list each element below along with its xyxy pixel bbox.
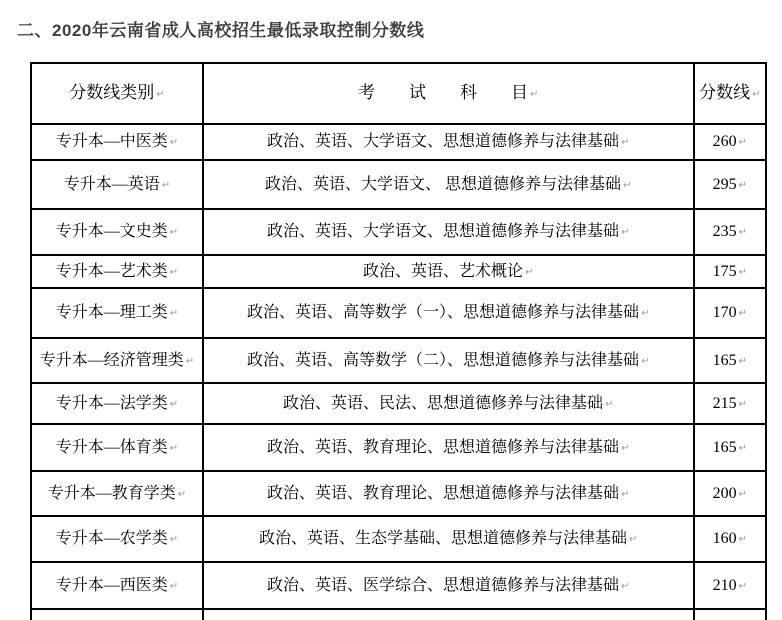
score-text: 175 — [712, 262, 737, 280]
category-cell — [31, 471, 203, 516]
table-row — [31, 209, 766, 255]
category-text: 专升本—文史类 — [55, 223, 168, 241]
paragraph-mark-icon: ↵ — [185, 355, 195, 367]
paragraph-mark-icon: ↵ — [169, 580, 179, 592]
category-cell — [31, 609, 203, 620]
score-cell — [694, 255, 766, 288]
subjects-text: 政治、英语、高等数学（一）、思想道德修养与法律基础 — [247, 304, 640, 322]
category-cell — [31, 255, 203, 288]
subjects-text: 政治、英语、生态学基础、思想道德修养与法律基础 — [259, 530, 628, 548]
table-row — [31, 516, 766, 562]
score-cell — [694, 424, 766, 471]
category-text: 专升本—英语 — [63, 175, 160, 193]
subjects-cell — [203, 209, 694, 255]
subjects-cell — [203, 288, 694, 338]
paragraph-mark-icon: ↵ — [177, 488, 187, 500]
table-row — [31, 562, 766, 609]
score-text: 210 — [712, 576, 737, 594]
subjects-text: 政治、英语、教育理论、思想道德修养与法律基础 — [267, 484, 620, 502]
category-cell — [31, 209, 203, 255]
table-row — [31, 160, 766, 209]
subjects-cell — [203, 424, 694, 471]
paragraph-mark-icon: ↵ — [605, 398, 614, 410]
paragraph-mark-icon: ↵ — [738, 266, 747, 278]
score-cell — [694, 160, 766, 209]
paragraph-mark-icon: ↵ — [738, 534, 747, 546]
subjects-text: 政治、英语、大学语文、 思想道德修养与法律基础 — [265, 175, 622, 193]
category-cell — [31, 288, 203, 338]
table-row — [31, 255, 766, 288]
column-header-label: 考 试 科 目 — [358, 83, 529, 103]
page-title: 二、2020年云南省成人高校招生最低录取控制分数线 — [17, 21, 425, 40]
paragraph-mark-icon: ↵ — [169, 137, 179, 149]
category-text: 专升本—农学类 — [55, 530, 168, 548]
paragraph-mark-icon: ↵ — [738, 308, 747, 320]
subjects-cell — [203, 160, 694, 209]
paragraph-mark-icon: ↵ — [169, 266, 179, 278]
column-header-score — [694, 63, 766, 124]
category-text: 专升本—教育学类 — [47, 484, 176, 502]
paragraph-mark-icon: ↵ — [738, 137, 747, 149]
paragraph-mark-icon: ↵ — [738, 355, 747, 367]
paragraph-mark-icon: ↵ — [623, 179, 632, 191]
paragraph-mark-icon: ↵ — [621, 580, 630, 592]
subjects-text: 政治、英语、高等数学（二）、思想道德修养与法律基础 — [247, 351, 640, 369]
score-text: 165 — [712, 351, 737, 369]
score-cell — [694, 209, 766, 255]
paragraph-mark-icon: ↵ — [621, 137, 630, 149]
subjects-cell — [203, 516, 694, 562]
category-text: 专升本—西医类 — [55, 576, 168, 594]
score-text: 165 — [712, 438, 737, 456]
paragraph-mark-icon: ↵ — [525, 266, 534, 278]
score-cell — [694, 562, 766, 609]
paragraph-mark-icon: ↵ — [641, 308, 650, 320]
score-text: 295 — [712, 175, 737, 193]
score-text: 200 — [712, 484, 737, 502]
table-row — [31, 338, 766, 383]
score-text: 160 — [712, 530, 737, 548]
score-cell — [694, 609, 766, 620]
paragraph-mark-icon: ↵ — [621, 227, 630, 239]
score-cell — [694, 288, 766, 338]
paragraph-mark-icon: ↵ — [738, 442, 747, 454]
category-cell — [31, 338, 203, 383]
subjects-cell — [203, 338, 694, 383]
column-header-category — [31, 63, 203, 124]
subjects-text: 政治、英语、艺术概论 — [363, 262, 524, 280]
column-header-label: 分数线 — [699, 83, 751, 103]
score-text: 170 — [712, 304, 737, 322]
subjects-text: 政治、英语、医学综合、思想道德修养与法律基础 — [267, 576, 620, 594]
category-text: 专升本—艺术类 — [55, 262, 168, 280]
category-text: 专升本—中医类 — [55, 133, 168, 151]
score-cell — [694, 516, 766, 562]
paragraph-mark-icon: ↵ — [156, 89, 165, 101]
subjects-cell — [203, 255, 694, 288]
category-cell — [31, 124, 203, 160]
paragraph-mark-icon: ↵ — [169, 534, 179, 546]
score-text: 235 — [712, 223, 737, 241]
score-cell — [694, 383, 766, 424]
paragraph-mark-icon: ↵ — [161, 179, 171, 191]
paragraph-mark-icon: ↵ — [752, 89, 761, 101]
subjects-cell — [203, 609, 694, 620]
score-cell — [694, 124, 766, 160]
subjects-cell — [203, 471, 694, 516]
paragraph-mark-icon: ↵ — [621, 488, 630, 500]
category-text: 专升本—理工类 — [55, 304, 168, 322]
category-cell — [31, 424, 203, 471]
paragraph-mark-icon: ↵ — [738, 398, 747, 410]
subjects-text: 政治、英语、大学语文、思想道德修养与法律基础 — [267, 133, 620, 151]
paragraph-mark-icon: ↵ — [738, 580, 747, 592]
paragraph-mark-icon: ↵ — [530, 89, 539, 101]
paragraph-mark-icon: ↵ — [738, 179, 747, 191]
category-text: 专升本—经济管理类 — [39, 351, 184, 369]
paragraph-mark-icon: ↵ — [738, 488, 747, 500]
paragraph-mark-icon: ↵ — [641, 355, 650, 367]
paragraph-mark-icon: ↵ — [738, 227, 747, 239]
category-cell — [31, 383, 203, 424]
category-cell — [31, 562, 203, 609]
subjects-text: 政治、英语、大学语文、思想道德修养与法律基础 — [267, 223, 620, 241]
table-row — [31, 124, 766, 160]
paragraph-mark-icon: ↵ — [169, 227, 179, 239]
score-text: 260 — [712, 133, 737, 151]
table-row — [31, 424, 766, 471]
score-cell — [694, 471, 766, 516]
score-line-table — [30, 62, 767, 620]
paragraph-mark-icon: ↵ — [621, 442, 630, 454]
paragraph-mark-icon: ↵ — [169, 308, 179, 320]
subjects-text: 政治、英语、民法、思想道德修养与法律基础 — [283, 394, 604, 412]
subjects-cell — [203, 562, 694, 609]
table-row — [31, 471, 766, 516]
paragraph-mark-icon: ↵ — [629, 534, 638, 546]
table-header-row — [31, 63, 766, 124]
table-row — [31, 383, 766, 424]
paragraph-mark-icon: ↵ — [169, 398, 179, 410]
table-row-partial — [31, 609, 766, 620]
category-text: 专升本—法学类 — [55, 394, 168, 412]
subjects-text: 政治、英语、教育理论、思想道德修养与法律基础 — [267, 438, 620, 456]
score-text: 215 — [712, 394, 737, 412]
category-cell — [31, 160, 203, 209]
score-cell — [694, 338, 766, 383]
category-text: 专升本—体育类 — [55, 438, 168, 456]
column-header-subjects — [203, 63, 694, 124]
category-cell — [31, 516, 203, 562]
subjects-cell — [203, 383, 694, 424]
paragraph-mark-icon: ↵ — [169, 442, 179, 454]
column-header-label: 分数线类别 — [69, 83, 155, 103]
table-row — [31, 288, 766, 338]
subjects-cell — [203, 124, 694, 160]
